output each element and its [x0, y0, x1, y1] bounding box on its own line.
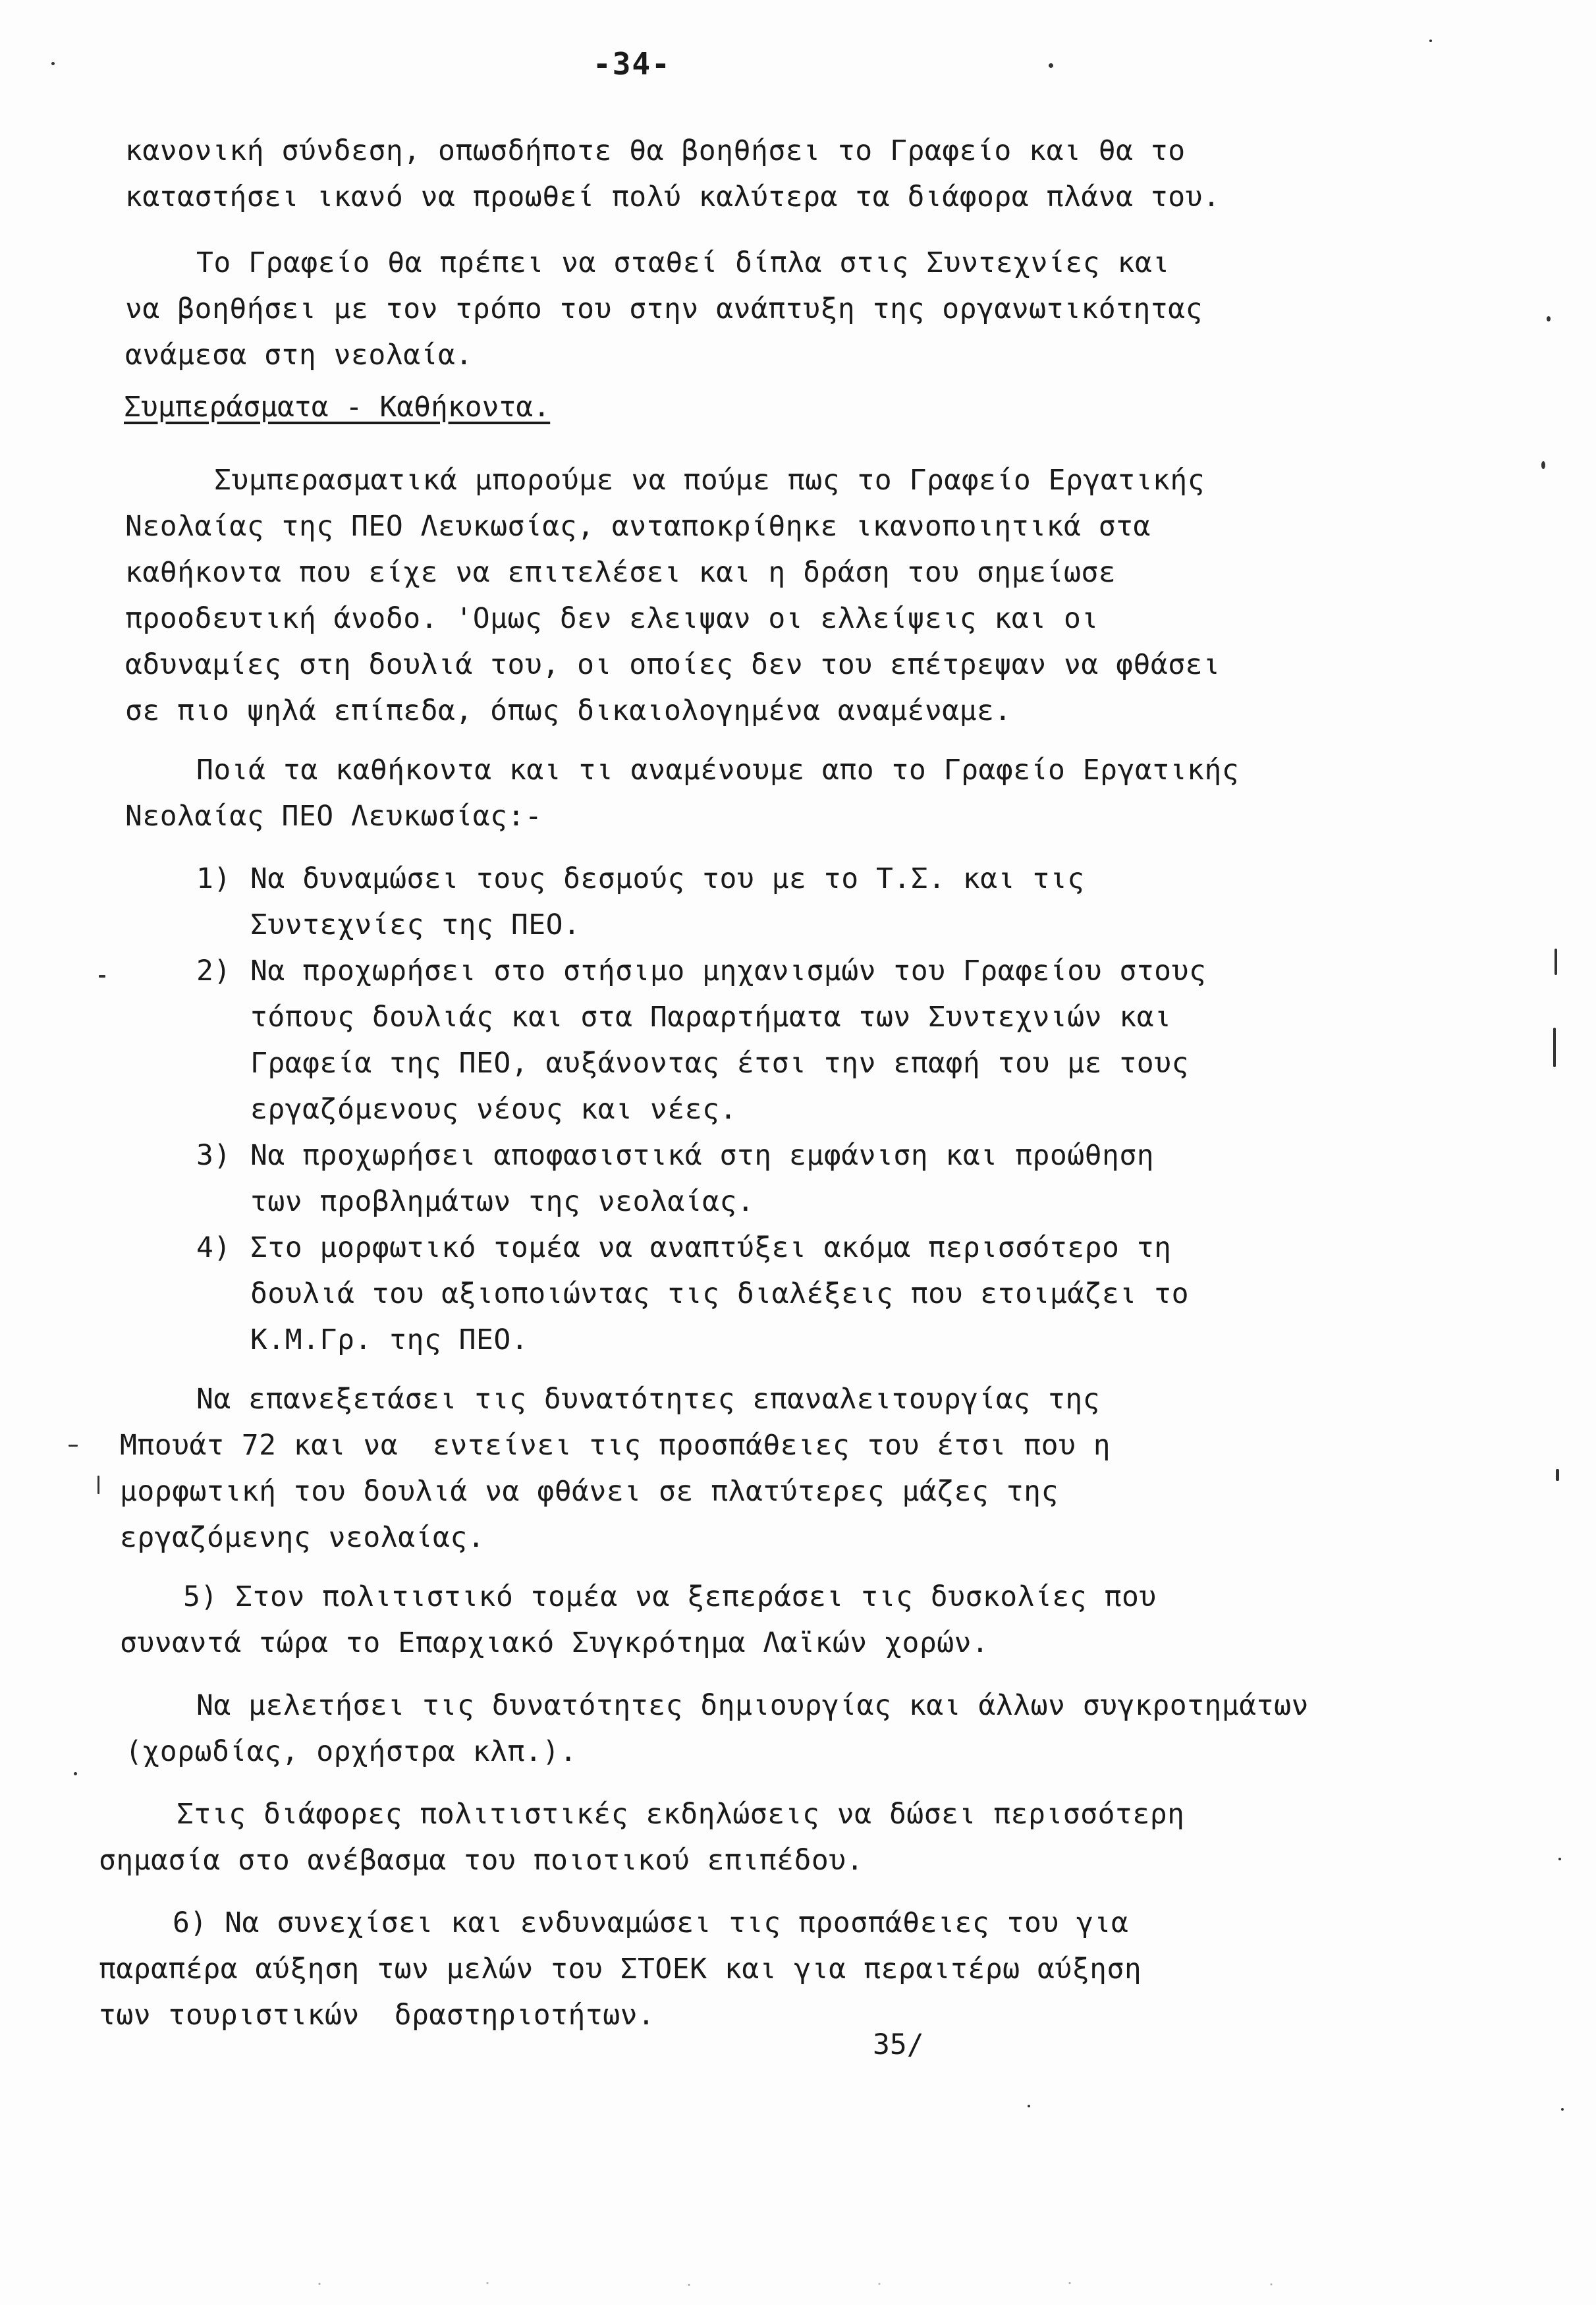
support-line-3: ανάμεσα στη νεολαία.: [125, 339, 473, 372]
task-2-line-4: εργαζόμενους νέους και νέες.: [250, 1093, 737, 1126]
scan-speck: [1556, 1469, 1559, 1481]
task-number: 1): [196, 862, 231, 895]
bouat-line-3: μορφωτική του δουλιά να φθάνει σε πλατύτερες μάζες της: [120, 1475, 1059, 1508]
scan-speck: [1049, 63, 1053, 68]
task-1-line-1: Να δυναμώσει τους δεσμούς του με το Τ.Σ. και τις: [250, 862, 1085, 895]
support-line-2: να βοηθήσει με τον τρόπο του στην ανάπτυξη της οργανωτικότητας: [125, 292, 1203, 325]
groups-line-1: Να μελετήσει τις δυνατότητες δημιουργίας και άλλων συγκροτημάτων: [196, 1689, 1309, 1722]
question-line-2: Νεολαίας ΠΕΟ Λευκωσίας:-: [125, 800, 543, 833]
task-6-line-3: των τουριστικών δραστηριοτήτων.: [99, 1999, 655, 2032]
scan-speck: [1541, 461, 1545, 469]
task-number: 3): [196, 1139, 231, 1172]
task-5-line-2: συναντά τώρα το Επαρχιακό Συγκρότημα Λαϊκών χορών.: [120, 1626, 989, 1659]
task-1-line-2: Συντεχνίες της ΠΕΟ.: [250, 908, 581, 941]
bouat-line-2: Μπουάτ 72 και να εντείνει τις προσπάθειες του έτσι που η: [120, 1429, 1111, 1462]
conclusions-line-5: αδυναμίες στη δουλιά του, οι οποίες δεν του επέτρεψαν να φθάσει: [125, 648, 1221, 681]
task-4-line-2: δουλιά του αξιοποιώντας τις διαλέξεις που ετοιμάζει το: [250, 1277, 1189, 1310]
task-3-line-1: Να προχωρήσει αποφασιστικά στη εμφάνιση και προώθηση: [250, 1139, 1155, 1172]
events-line-2: σημασία στο ανέβασμα του ποιοτικού επιπέδου.: [99, 1844, 864, 1877]
bouat-line-1: Να επανεξετάσει τις δυνατότητες επαναλειτουργίας της: [196, 1383, 1101, 1416]
scan-speck: [1553, 1028, 1556, 1067]
scan-speck: [1028, 2105, 1030, 2107]
conclusions-line-4: προοδευτική άνοδο. 'Ομως δεν ελειψαν οι ελλείψεις και οι: [125, 602, 1099, 635]
conclusions-line-3: καθήκοντα που είχε να επιτελέσει και η δράση του σημείωσε: [125, 556, 1116, 589]
conclusions-line-6: σε πιο ψηλά επίπεδα, όπως δικαιολογημένα αναμέναμε.: [125, 694, 1012, 727]
scan-speck: [51, 62, 55, 65]
task-4-line-3: Κ.Μ.Γρ. της ΠΕΟ.: [250, 1323, 529, 1356]
task-2-line-2: τόπους δουλιάς και στα Παραρτήματα των Συντεχνιών και: [250, 1001, 1172, 1034]
task-5-line-1: 5) Στον πολιτιστικό τομέα να ξεπεράσει τις δυσκολίες που: [183, 1580, 1157, 1613]
conclusions-line-1: Συμπερασματικά μπορούμε να πούμε πως το Γραφείο Εργατικής: [214, 464, 1205, 497]
question-line-1: Ποιά τα καθήκοντα και τι αναμένουμε απο το Γραφείο Εργατικής: [196, 754, 1240, 787]
scan-speck: [1561, 2108, 1564, 2111]
scan-speck: [97, 1476, 99, 1494]
task-4-line-1: Στο μορφωτικό τομέα να αναπτύξει ακόμα περισσότερο τη: [250, 1231, 1172, 1264]
support-line-1: Το Γραφείο θα πρέπει να σταθεί δίπλα στις Συντεχνίες και: [196, 246, 1170, 279]
task-6-line-1: 6) Να συνεχίσει και ενδυναμώσει τις προσπάθειες του για: [173, 1906, 1129, 1939]
scan-speck: [1555, 949, 1557, 975]
page-number: -34-: [593, 46, 671, 82]
section-heading: Συμπεράσματα - Καθήκοντα.: [124, 391, 551, 424]
scan-speck: [99, 975, 105, 978]
scan-noise: [263, 2279, 1383, 2289]
task-number: 2): [196, 955, 231, 987]
scan-speck: [69, 1445, 78, 1447]
next-page-marker: 35/: [873, 2028, 924, 2061]
scan-speck: [1547, 316, 1551, 321]
groups-line-2: (χορωδίας, ορχήστρα κλπ.).: [125, 1735, 578, 1768]
task-2-line-1: Να προχωρήσει στο στήσιμο μηχανισμών του Γραφείου στους: [250, 955, 1207, 987]
intro-line-2: καταστήσει ικανό να προωθεί πολύ καλύτερα τα διάφορα πλάνα του.: [125, 181, 1221, 213]
conclusions-line-2: Νεολαίας της ΠΕΟ Λευκωσίας, ανταποκρίθηκε ικανοποιητικά στα: [125, 510, 1151, 543]
task-6-line-2: παραπέρα αύξηση των μελών του ΣΤΟΕΚ και για περαιτέρω αύξηση: [99, 1953, 1142, 1986]
scan-speck: [1429, 40, 1432, 42]
bouat-line-4: εργαζόμενης νεολαίας.: [120, 1521, 485, 1554]
scan-speck: [74, 1772, 77, 1775]
events-line-1: Στις διάφορες πολιτιστικές εκδηλώσεις να δώσει περισσότερη: [177, 1798, 1185, 1831]
task-3-line-2: των προβλημάτων της νεολαίας.: [250, 1185, 755, 1218]
scan-speck: [1558, 1858, 1561, 1860]
task-number: 4): [196, 1231, 231, 1264]
task-2-line-3: Γραφεία της ΠΕΟ, αυξάνοντας έτσι την επαφή του με τους: [250, 1047, 1189, 1080]
intro-line-1: κανονική σύνδεση, οπωσδήποτε θα βοηθήσει το Γραφείο και θα το: [125, 134, 1186, 167]
